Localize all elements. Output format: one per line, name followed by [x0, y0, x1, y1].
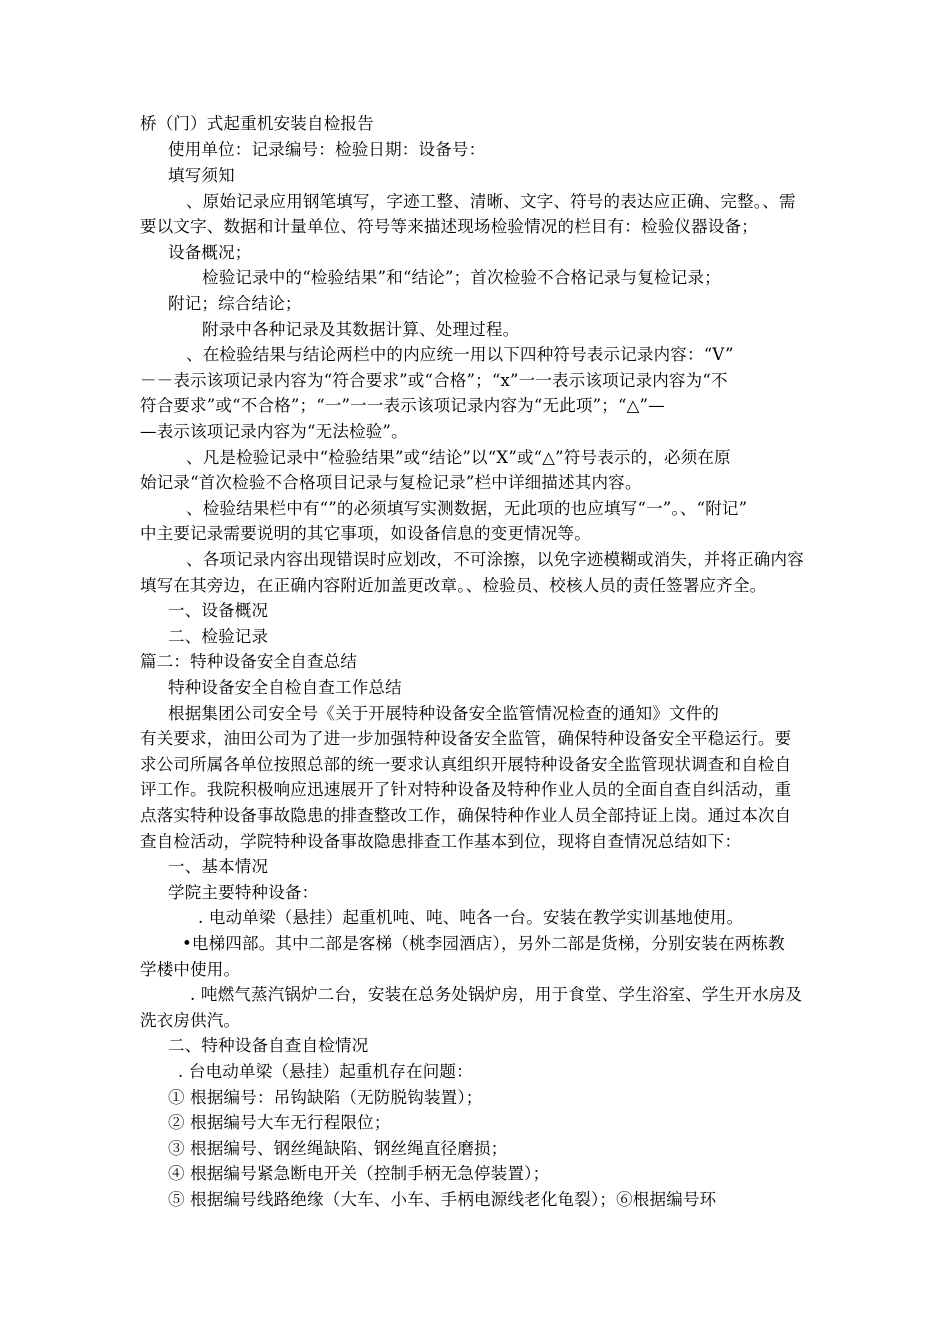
- paragraph-line: 附记；综合结论；: [168, 294, 302, 313]
- paragraph-line: 查自检活动，学院特种设备事故隐患排查工作基本到位，现将自查情况总结如下：: [140, 832, 742, 851]
- paragraph-line: 根据集团公司安全号《关于开展特种设备安全监管情况检查的通知》文件的: [168, 704, 720, 723]
- list-item: ② 根据编号大车无行程限位；: [168, 1113, 391, 1132]
- paragraph-line: 始记录“首次检验不合格项目记录与复检记录”栏中详细描述其内容。: [140, 473, 642, 492]
- list-item: ③ 根据编号、钢丝绳缺陷、钢丝绳直径磨损；: [168, 1139, 508, 1158]
- section-heading: 一、设备概况: [168, 601, 269, 620]
- section-heading: 一、基本情况: [168, 857, 269, 876]
- list-item: ⑤ 根据编号线路绝缘（大车、小车、手柄电源线老化龟裂）；⑥根据编号环: [168, 1190, 717, 1209]
- paragraph-line: 学楼中使用。: [140, 960, 241, 979]
- list-item: . 吨燃气蒸汽锅炉二台，安装在总务处锅炉房，用于食堂、学生浴室、学生开水房及: [190, 985, 803, 1004]
- paragraph-line: 求公司所属各单位按照总部的统一要求认真组织开展特种设备安全监管现状调查和自检自: [140, 755, 792, 774]
- paragraph-line: －－表示该项记录内容为“符合要求”或“合格”；“x”一一表示该项记录内容为“不: [140, 371, 728, 390]
- paragraph-line: 检验记录中的“检验结果”和“结论”；首次检验不合格记录与复检记录；: [202, 268, 721, 287]
- section-heading: 二、检验记录: [168, 627, 269, 646]
- paragraph-line: 洗衣房供汽。: [140, 1011, 241, 1030]
- paragraph-line: 学院主要特种设备：: [168, 883, 319, 902]
- paragraph-line: 符合要求”或“不合格”；“一”一一表示该项记录内容为“无此项”；“△”—: [140, 396, 665, 415]
- section-heading: 填写须知: [168, 166, 235, 185]
- paragraph-line: 、在检验结果与结论两栏中的内应统一用以下四种符号表示记录内容：“V”: [186, 345, 734, 364]
- paragraph-line: 要以文字、数据和计量单位、符号等来描述现场检验情况的栏目有：检验仪器设备；: [140, 217, 758, 236]
- paragraph-line: 设备概况；: [168, 243, 252, 262]
- list-item: •电梯四部。其中二部是客梯（桃李园酒店），另外二部是货梯，分别安装在两栋教: [182, 934, 785, 953]
- paragraph-line: 有关要求，油田公司为了进一步加强特种设备安全监管，确保特种设备安全平稳运行。要: [140, 729, 792, 748]
- chapter-heading: 篇二：特种设备安全自查总结: [140, 652, 358, 671]
- section-heading: 二、特种设备自查自检情况: [168, 1036, 369, 1055]
- paragraph-line: 、凡是检验记录中“检验结果”或“结论”以“X”或“△”符号表示的，必须在原: [186, 448, 731, 467]
- list-item: . 台电动单梁（悬挂）起重机存在问题：: [178, 1062, 473, 1081]
- list-item: . 电动单梁（悬挂）起重机吨、吨、吨各一台。安装在教学实训基地使用。: [198, 908, 744, 927]
- paragraph-line: 、检验结果栏中有“”的必须填写实测数据，无此项的也应填写“一”。、“附记”: [186, 499, 748, 518]
- paragraph-line: —表示该项记录内容为“无法检验”。: [140, 422, 408, 441]
- paragraph-line: 评工作。我院积极响应迅速展开了针对特种设备及特种作业人员的全面自查自纠活动，重: [140, 780, 792, 799]
- list-item: ① 根据编号：吊钩缺陷（无防脱钩装置）；: [168, 1088, 483, 1107]
- paragraph-line: 、各项记录内容出现错误时应划改，不可涂擦，以免字迹模糊或消失，并将正确内容: [186, 550, 804, 569]
- report-header-fields: 使用单位：记录编号：检验日期：设备号：: [168, 140, 486, 159]
- paragraph-line: 、原始记录应用钢笔填写，字迹工整、清晰、文字、符号的表达应正确、完整。、需: [186, 192, 796, 211]
- paragraph-line: 中主要记录需要说明的其它事项，如设备信息的变更情况等。: [140, 524, 591, 543]
- document-title: 桥（门）式起重机安装自检报告: [140, 114, 374, 133]
- list-item: ④ 根据编号紧急断电开关（控制手柄无急停装置）；: [168, 1164, 550, 1183]
- paragraph-line: 填写在其旁边，在正确内容附近加盖更改章。、检验员、校核人员的责任签署应齐全。: [140, 576, 767, 595]
- paragraph-line: 附录中各种记录及其数据计算、处理过程。: [202, 320, 520, 339]
- subtitle: 特种设备安全自检自查工作总结: [168, 678, 402, 697]
- paragraph-line: 点落实特种设备事故隐患的排查整改工作，确保特种作业人员全部持证上岗。通过本次自: [140, 806, 792, 825]
